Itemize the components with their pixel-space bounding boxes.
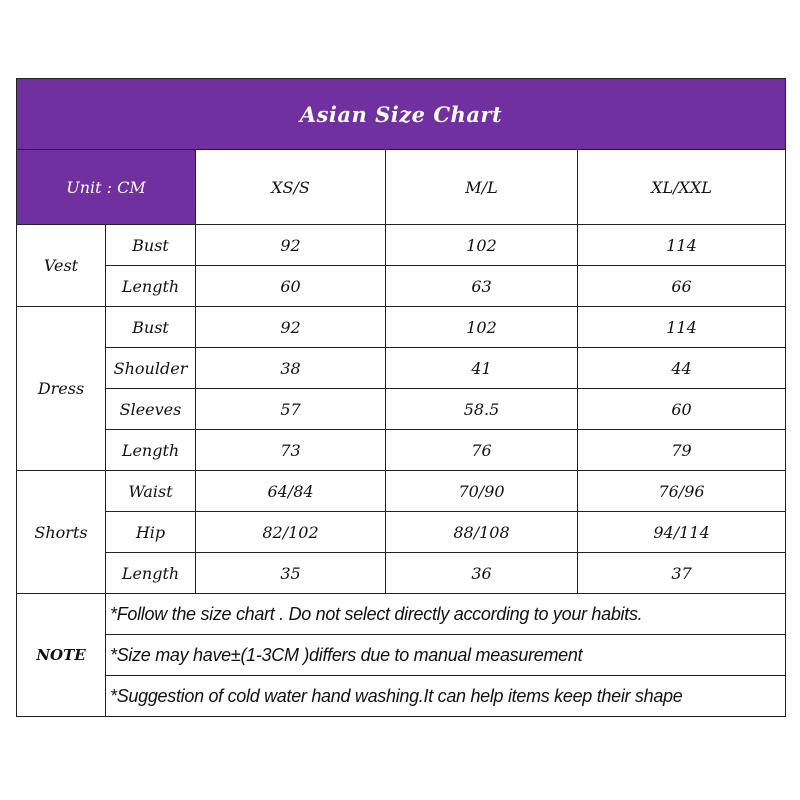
- size-value: 66: [578, 266, 786, 307]
- unit-label: Unit : CM: [17, 150, 196, 225]
- note-label: NOTE: [17, 594, 106, 717]
- size-value: 76: [386, 430, 578, 471]
- size-value: 41: [386, 348, 578, 389]
- table-row: [17, 266, 786, 307]
- size-value: 36: [386, 553, 578, 594]
- size-value: 35: [196, 553, 386, 594]
- size-value: 79: [578, 430, 786, 471]
- measure-label: Bust: [106, 225, 196, 266]
- group-label-shorts: Shorts: [17, 471, 106, 594]
- table-row: [17, 389, 786, 430]
- header-row: [17, 150, 786, 225]
- title-row: [17, 79, 786, 150]
- note-line: *Size may have±(1-3CM )differs due to manual measurement: [106, 635, 786, 676]
- measure-label: Hip: [106, 512, 196, 553]
- note-row: [17, 594, 786, 635]
- measure-label: Length: [106, 553, 196, 594]
- measure-label: Length: [106, 266, 196, 307]
- size-value: 57: [196, 389, 386, 430]
- table-row: [17, 471, 786, 512]
- table-row: [17, 225, 786, 266]
- table-row: [17, 348, 786, 389]
- measure-label: Shoulder: [106, 348, 196, 389]
- table-row: [17, 307, 786, 348]
- size-value: 64/84: [196, 471, 386, 512]
- size-value: 58.5: [386, 389, 578, 430]
- measure-label: Sleeves: [106, 389, 196, 430]
- group-label-vest: Vest: [17, 225, 106, 307]
- size-chart-body: [17, 79, 786, 717]
- measure-label: Length: [106, 430, 196, 471]
- size-value: 114: [578, 307, 786, 348]
- table-row: [17, 512, 786, 553]
- size-value: 102: [386, 307, 578, 348]
- size-value: 63: [386, 266, 578, 307]
- note-row: [17, 676, 786, 717]
- size-value: 60: [196, 266, 386, 307]
- size-chart-table: [16, 78, 786, 717]
- size-value: 94/114: [578, 512, 786, 553]
- table-row: [17, 430, 786, 471]
- note-line: *Suggestion of cold water hand washing.It can help items keep their shape: [106, 676, 786, 717]
- chart-title: Asian Size Chart: [17, 79, 786, 150]
- table-row: [17, 553, 786, 594]
- size-value: 73: [196, 430, 386, 471]
- size-value: 76/96: [578, 471, 786, 512]
- size-value: 37: [578, 553, 786, 594]
- size-value: 102: [386, 225, 578, 266]
- note-row: [17, 635, 786, 676]
- measure-label: Bust: [106, 307, 196, 348]
- note-line: *Follow the size chart . Do not select directly according to your habits.: [106, 594, 786, 635]
- measure-label: Waist: [106, 471, 196, 512]
- size-value: 70/90: [386, 471, 578, 512]
- size-value: 38: [196, 348, 386, 389]
- size-value: 92: [196, 225, 386, 266]
- size-value: 60: [578, 389, 786, 430]
- size-header-xs-s: XS/S: [196, 150, 386, 225]
- size-value: 114: [578, 225, 786, 266]
- size-value: 44: [578, 348, 786, 389]
- size-header-xl-xxl: XL/XXL: [578, 150, 786, 225]
- group-label-dress: Dress: [17, 307, 106, 471]
- size-value: 88/108: [386, 512, 578, 553]
- size-value: 82/102: [196, 512, 386, 553]
- size-header-m-l: M/L: [386, 150, 578, 225]
- size-value: 92: [196, 307, 386, 348]
